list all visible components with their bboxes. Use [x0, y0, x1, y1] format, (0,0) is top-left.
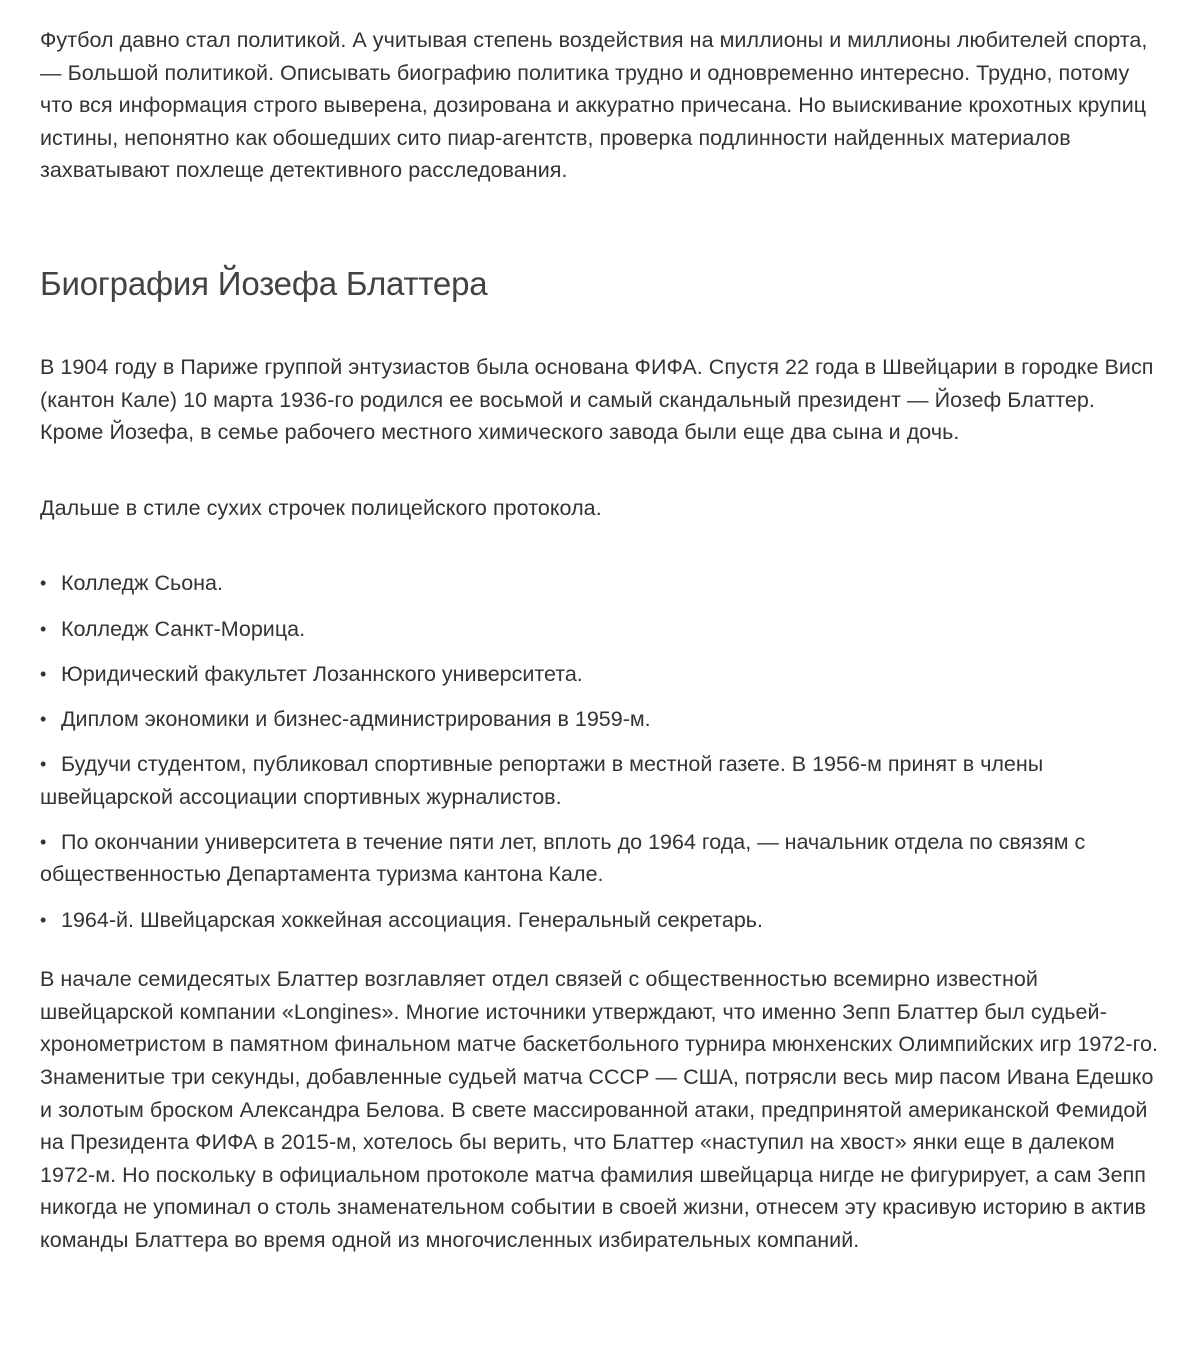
list-item-text: Диплом экономики и бизнес-администрирования в 1959-м. — [61, 706, 651, 731]
list-item — [40, 904, 1160, 937]
list-item-text: 1964-й. Швейцарская хоккейная ассоциация. Генеральный секретарь. — [61, 907, 763, 932]
list-item — [40, 658, 1160, 691]
bullet-icon: • — [40, 573, 47, 594]
bio-paragraph: В 1904 году в Париже группой энтузиастов была основана ФИФА. Спустя 22 года в Швейцарии в городке Висп (кантон Кале) 10 марта 1936-го родился ее восьмой и самый скандальный президент — Йозеф Блаттер. Кроме Йозефа, в семье рабочего местного химического завода были еще два сына и дочь. — [40, 354, 1154, 445]
list-item-text: Будучи студентом, публиковал спортивные репортажи в местной газете. В 1956-м принят в члены швейцарской ассоциации спортивных журналистов. — [40, 752, 1044, 809]
list-item — [40, 567, 1160, 600]
bullet-icon: • — [40, 663, 47, 684]
career-list — [40, 567, 1160, 936]
intro-paragraph: Футбол давно стал политикой. А учитывая степень воздействия на миллионы и миллионы любителей спорта, — Большой политикой. Описывать биографию политика трудно и одновременно интересно. Трудно, потому что вся информация строго выверена, дозирована и аккуратно причесана. Но выискивание крохотных крупиц истины, непонятно как обошедших сито пиар-агентств, проверка подлинности найденных материалов захватывают похлеще детективного расследования. — [40, 28, 1148, 183]
bullet-icon: • — [40, 831, 47, 852]
bullet-icon: • — [40, 754, 47, 775]
list-item — [40, 826, 1160, 891]
dry-style-paragraph: Дальше в стиле сухих строчек полицейского протокола. — [40, 495, 602, 520]
section-heading: Биография Йозефа Блаттера — [40, 264, 488, 302]
list-item-text: Юридический факультет Лозаннского университета. — [61, 661, 583, 686]
list-item — [40, 703, 1160, 736]
list-item-text: По окончании университета в течение пяти лет, вплоть до 1964 года, — начальник отдела по связям с общественностью Департамента туризма кантона Кале. — [40, 829, 1086, 887]
bullet-icon: • — [40, 618, 47, 639]
list-item-text: Колледж Сьона. — [61, 571, 223, 596]
list-item-text: Колледж Санкт-Морица. — [61, 616, 306, 641]
longines-paragraph: В начале семидесятых Блаттер возглавляет отдел связей с общественностью всемирно известной швейцарской компании «Longines». Многие источники утверждают, что именно Зепп Блаттер был судьей-хронометристом в памятном финальном матче баскетбольного турнира мюнхенских Олимпийских игр 1972-го. Знаменитые три секунды, добавленные судьей матча СССР — США, потрясли весь мир пасом Ивана Едешко и золотым броском Александра Белова. В свете массированной атаки, предпринятой американской Фемидой на Президента ФИФА в 2015-м, хотелось бы верить, что Блаттер «наступил на хвост» янки еще в далеком 1972-м. Но поскольку в официальном протоколе матча фамилия швейцарца нигде не фигурирует, а сам Зепп никогда не упоминал о столь знаменательном событии в своей жизни, отнесем эту красивую историю в актив команды Блаттера во время одной из многочисленных избирательных компаний. — [40, 967, 1159, 1252]
list-item — [40, 748, 1160, 813]
list-item — [40, 613, 1160, 646]
bullet-icon: • — [40, 909, 47, 930]
bullet-icon: • — [40, 708, 47, 729]
